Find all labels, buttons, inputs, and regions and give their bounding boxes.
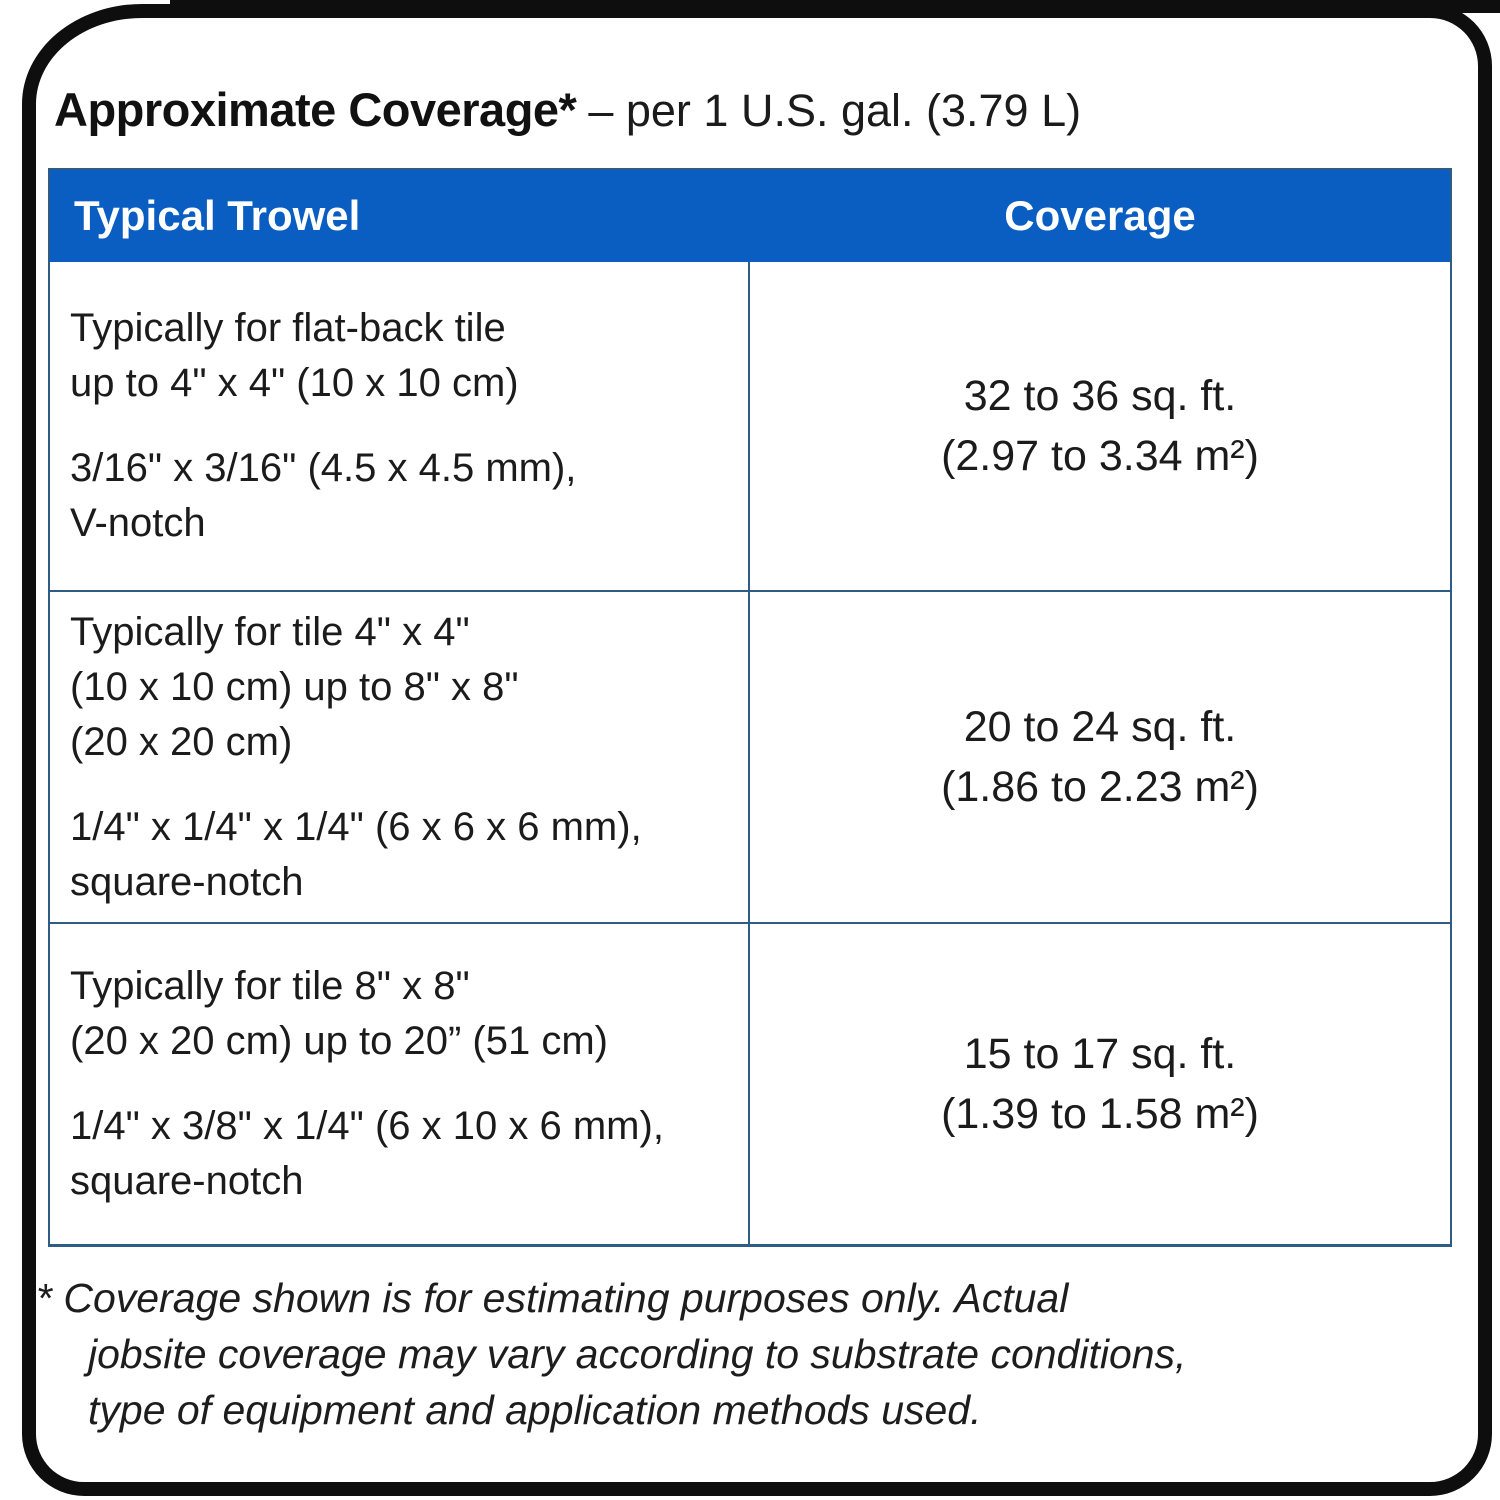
footnote-line: jobsite coverage may vary according to substrate conditions, xyxy=(88,1331,1187,1377)
table-row xyxy=(50,590,1450,922)
trowel-cell xyxy=(50,262,750,590)
title-subtitle: – per 1 U.S. gal. (3.79 L) xyxy=(588,85,1082,136)
coverage-value-metric: (1.86 to 2.23 m²) xyxy=(941,763,1259,811)
title-text: Approximate Coverage* xyxy=(54,83,577,136)
coverage-cell xyxy=(750,592,1450,922)
coverage-value-metric: (1.39 to 1.58 m²) xyxy=(941,1090,1259,1138)
trowel-line: Typically for tile 4" x 4" xyxy=(70,609,470,654)
trowel-cell xyxy=(50,592,750,922)
table-header-row xyxy=(50,170,1450,262)
trowel-spec xyxy=(70,800,728,910)
coverage-value-metric: (2.97 to 3.34 m²) xyxy=(941,432,1259,480)
trowel-line: 1/4" x 3/8" x 1/4" (6 x 10 x 6 mm), xyxy=(70,1104,664,1148)
coverage-cell xyxy=(750,262,1450,590)
trowel-line: (10 x 10 cm) up to 8" x 8" xyxy=(70,664,519,709)
coverage-table xyxy=(48,168,1452,1247)
trowel-spec xyxy=(70,1099,728,1209)
trowel-line: 1/4" x 1/4" x 1/4" (6 x 6 x 6 mm), xyxy=(70,804,642,849)
trowel-line: V-notch xyxy=(70,501,206,545)
trowel-line: square-notch xyxy=(70,859,304,904)
trowel-description xyxy=(70,959,728,1069)
trowel-line: Typically for flat-back tile xyxy=(70,306,506,350)
trowel-line: (20 x 20 cm) up to 20” (51 cm) xyxy=(70,1019,608,1063)
trowel-cell xyxy=(50,924,750,1244)
table-row xyxy=(50,922,1450,1244)
footnote-line: * Coverage shown is for estimating purposes only. Actual xyxy=(36,1275,1069,1321)
trowel-spec xyxy=(70,441,728,551)
coverage-value: 20 to 24 sq. ft. xyxy=(963,703,1237,751)
footnote-line: type of equipment and application methods used. xyxy=(88,1387,982,1433)
page-title xyxy=(54,82,1081,137)
trowel-description xyxy=(70,605,728,770)
trowel-description xyxy=(70,301,728,411)
trowel-line: (20 x 20 cm) xyxy=(70,719,293,764)
coverage-cell xyxy=(750,924,1450,1244)
coverage-value: 15 to 17 sq. ft. xyxy=(963,1030,1237,1078)
trowel-line: up to 4" x 4" (10 x 10 cm) xyxy=(70,361,519,405)
table-row xyxy=(50,262,1450,590)
footnote xyxy=(36,1270,1466,1438)
column-header-coverage: Coverage xyxy=(1004,192,1196,239)
trowel-line: square-notch xyxy=(70,1159,304,1203)
trowel-line: 3/16" x 3/16" (4.5 x 4.5 mm), xyxy=(70,446,577,490)
coverage-value: 32 to 36 sq. ft. xyxy=(963,372,1237,420)
column-header-typical-trowel: Typical Trowel xyxy=(74,192,361,239)
trowel-line: Typically for tile 8" x 8" xyxy=(70,964,470,1008)
